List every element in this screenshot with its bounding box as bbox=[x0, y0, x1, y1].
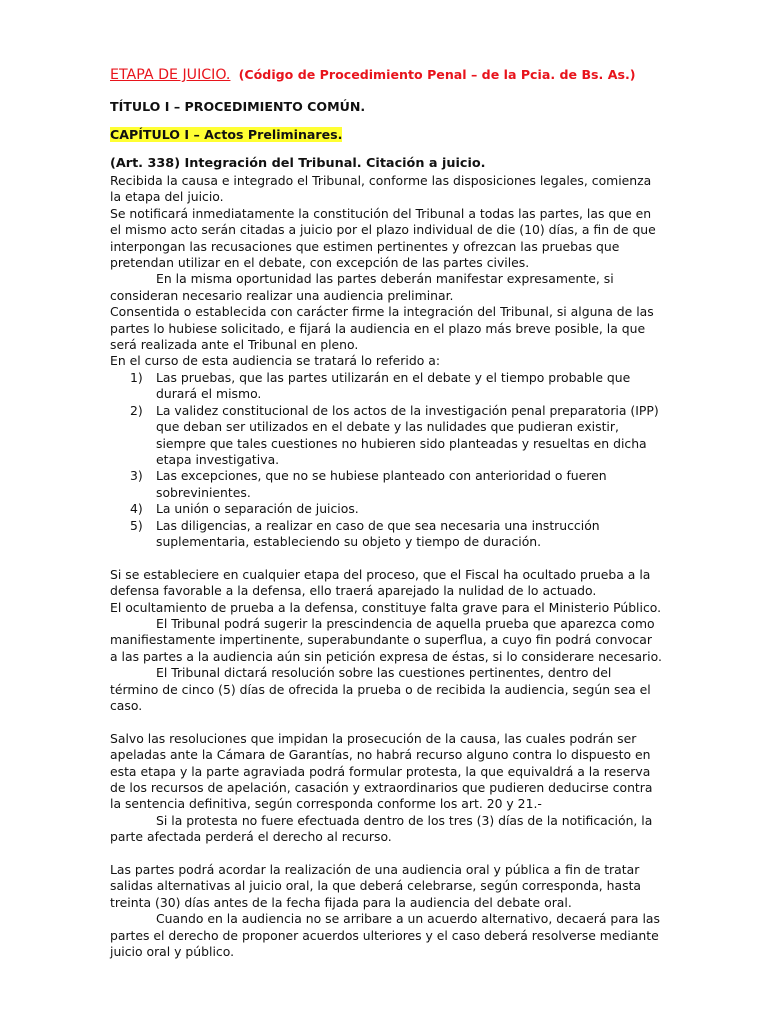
paragraph: En el curso de esta audiencia se tratará lo referido a: bbox=[110, 353, 440, 369]
paragraph: Cuando en la audiencia no se arribare a un acuerdo alternativo, decaerá para las partes el derecho de proponer acuerdos ulteriores y el caso deberá resolverse mediante juicio oral y público. bbox=[110, 911, 660, 960]
paragraph: Las partes podrá acordar la realización de una audiencia oral y pública a fin de tratar salidas alternativas al juicio oral, la que deberá celebrarse, según corresponda, hasta treinta (30) días antes de la fecha fijada para la audiencia del debate oral. bbox=[110, 862, 642, 910]
paragraph-gap bbox=[110, 714, 662, 730]
list-number: 1) bbox=[130, 369, 143, 385]
list-number: 4) bbox=[130, 501, 143, 517]
list-number: 5) bbox=[130, 517, 143, 533]
list-item bbox=[110, 518, 662, 551]
list-item bbox=[110, 403, 662, 469]
document-body bbox=[110, 66, 662, 960]
list-item-text: Las pruebas, que las partes utilizarán en el debate y el tiempo probable que durará el mismo. bbox=[156, 369, 631, 402]
numbered-list bbox=[110, 370, 662, 550]
paragraph: Salvo las resoluciones que impidan la prosecución de la causa, las cuales podrán ser apeladas ante la Cámara de Garantías, no habrá recurso alguno contra lo dispuesto en esta etapa y la parte agraviada podrá formular protesta, la que equivaldrá a la reserva de los recursos de apelación, casación y extraordinarios que pudieren deducirse contra la sentencia definitiva, según corresponda conforme los art. 20 y 21.- bbox=[110, 730, 653, 812]
list-item bbox=[110, 468, 662, 501]
list-item-text: Las excepciones, que no se hubiese planteado con anterioridad o fueren sobrevinientes. bbox=[156, 468, 607, 500]
paragraph-gap bbox=[110, 550, 662, 566]
capitulo-highlight: CAPÍTULO I – Actos Preliminares. bbox=[110, 127, 343, 142]
paragraph: Consentida o establecida con carácter firme la integración del Tribunal, si alguna de las partes lo hubiese solicitado, e fijará la audiencia en el plazo más breve posible, la que será realizada ante el Tribunal en pleno. bbox=[110, 304, 654, 353]
paragraph: Si se estableciere en cualquier etapa del proceso, que el Fiscal ha ocultado prueba a la defensa favorable a la defensa, ello traerá aparejado la nulidad de lo actuado. bbox=[110, 566, 651, 599]
paragraph: El ocultamiento de prueba a la defensa, constituye falta grave para el Ministerio Público. bbox=[110, 599, 662, 615]
paragraph: Si la protesta no fuere efectuada dentro de los tres (3) días de la notificación, la parte afectada perderá el derecho al recurso. bbox=[110, 812, 653, 845]
list-item-text: Las diligencias, a realizar en caso de que sea necesaria una instrucción suplementaria, estableciendo su objeto y tiempo de duración. bbox=[156, 517, 600, 549]
list-number: 2) bbox=[130, 402, 143, 418]
paragraph: Se notificará inmediatamente la constitución del Tribunal a todas las partes, las que en el mismo acto serán citadas a juicio por el plazo individual de die (10) días, a fin de que interpongan las recusaciones que estimen pertinentes y ofrezcan las pruebas que pretendan utilizar en el debate, con excepción de las partes civiles. bbox=[110, 205, 656, 271]
paragraph: El Tribunal dictará resolución sobre las cuestiones pertinentes, dentro del término de cinco (5) días de ofrecida la prueba o de recibida la audiencia, según sea el caso. bbox=[110, 665, 651, 713]
paragraph: Recibida la causa e integrado el Tribunal, conforme las disposiciones legales, comienza la etapa del juicio. bbox=[110, 173, 652, 205]
list-number: 3) bbox=[130, 468, 143, 484]
list-item-text: La unión o separación de juicios. bbox=[156, 501, 359, 517]
article-heading: (Art. 338) Integración del Tribunal. Citación a juicio. bbox=[110, 156, 486, 171]
list-item bbox=[110, 501, 662, 517]
capitulo-heading bbox=[110, 126, 662, 143]
list-item-text: La validez constitucional de los actos de la investigación penal preparatoria (IPP) que deban ser utilizados en el debate y las nulidades que pudieran existir, siempre que tales cuestiones no hubieren sido planteadas y resueltas en dicha etapa investigativa. bbox=[156, 402, 659, 467]
titulo-heading: TÍTULO I – PROCEDIMIENTO COMÚN. bbox=[110, 99, 366, 114]
paragraph: El Tribunal podrá sugerir la prescindencia de aquella prueba que aparezca como manifiestamente impertinente, superabundante o superflua, a cuyo fin podrá convocar a las partes a la audiencia aún sin petición expresa de éstas, si lo considerare necesario. bbox=[110, 615, 662, 664]
list-item bbox=[110, 370, 662, 403]
paragraph: En la misma oportunidad las partes deberán manifestar expresamente, si consideran necesario realizar una audiencia preliminar. bbox=[110, 271, 614, 303]
document-title bbox=[110, 66, 662, 85]
paragraph-gap bbox=[110, 846, 662, 862]
title-main: ETAPA DE JUICIO. bbox=[110, 67, 231, 83]
title-subtitle: (Código de Procedimiento Penal – de la Pcia. de Bs. As.) bbox=[238, 67, 636, 82]
